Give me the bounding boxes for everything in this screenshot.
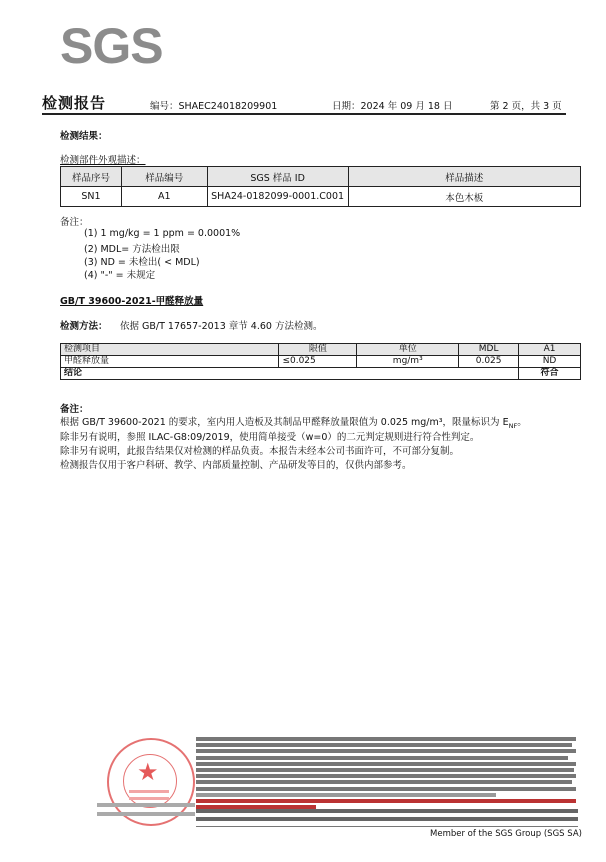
- column-header: SGS 样品 ID: [207, 167, 348, 187]
- method-label: 检测方法：: [60, 321, 108, 332]
- result-table-header: [61, 344, 581, 356]
- note-item: (3) ND = 未检出( < MDL): [84, 257, 200, 268]
- footer-address-illegible: [196, 817, 578, 821]
- note-item: (2) MDL= 方法检出限: [84, 244, 180, 255]
- table-row: [61, 187, 581, 207]
- page-number: 第 2 页，共 3 页: [490, 101, 562, 112]
- member-line: Member of the SGS Group (SGS SA): [430, 829, 582, 839]
- column-header: A1: [519, 344, 581, 356]
- note-item: (1) 1 mg/kg = 1 ppm = 0.0001%: [84, 228, 241, 239]
- column-header: 限值: [279, 344, 357, 356]
- table-cell: SN1: [61, 187, 122, 207]
- column-header: 样品描述: [348, 167, 581, 187]
- note-line-text: 根据 GB/T 39600-2021 的要求，室内用人造板及其制品甲醛释放量限值为 0.025 mg/m³，限量标识为 E: [60, 417, 509, 428]
- table-row: [61, 356, 581, 368]
- report-date: 日期：2024 年 09 月 18 日: [332, 101, 453, 112]
- table-cell: 本色木板: [348, 187, 581, 207]
- note-item: (4) "-" = 未规定: [84, 270, 156, 281]
- table-cell: 甲醛释放量: [61, 356, 279, 368]
- note-line: 除非另有说明，参照 ILAC-G8:09/2019，使用简单接受（w=0）的二元判定规则进行符合性判定。: [60, 432, 480, 443]
- note-line-suffix: 。: [517, 417, 527, 428]
- star-icon: ★: [137, 758, 159, 786]
- result-table: [60, 343, 581, 380]
- note-subscript: NF: [508, 421, 518, 430]
- results-heading: 检测结果：: [60, 131, 108, 142]
- table-cell: mg/m³: [357, 356, 459, 368]
- seal-text-illegible: [129, 790, 169, 793]
- standard-title: GB/T 39600-2021-甲醛释放量: [60, 296, 204, 307]
- column-header: 样品编号: [121, 167, 207, 187]
- table-cell: ND: [519, 356, 581, 368]
- table-cell: 0.025: [459, 356, 519, 368]
- conclusion-label: 结论: [61, 368, 519, 380]
- column-header: MDL: [459, 344, 519, 356]
- conclusion-row: [61, 368, 581, 380]
- table-cell: A1: [121, 187, 207, 207]
- sgs-logo: [60, 16, 163, 76]
- table-cell: SHA24-0182099-0001.C001: [207, 187, 348, 207]
- stamp-caption-illegible: [97, 803, 195, 807]
- note-line: 检测报告仅用于客户科研、教学、内部质量控制、产品研发等目的，仅供内部参考。: [60, 460, 412, 471]
- sgs-logo-text: SGS: [60, 18, 163, 74]
- conclusion-value: 符合: [519, 368, 581, 380]
- table-cell: ≤0.025: [279, 356, 357, 368]
- column-header: 检测项目: [61, 344, 279, 356]
- report-number: 编号：SHAEC24018209901: [150, 101, 278, 112]
- sample-table: [60, 166, 581, 207]
- footer-divider: [196, 826, 578, 827]
- stamp-caption-illegible: [97, 812, 195, 816]
- notes-label: 备注：: [60, 217, 89, 228]
- sample-table-header: [61, 167, 581, 187]
- report-title: 检测报告: [42, 94, 107, 112]
- parts-heading: 检测部件外观描述：: [60, 155, 146, 166]
- column-header: 单位: [357, 344, 459, 356]
- note-line: [60, 414, 527, 430]
- header-divider: [42, 113, 566, 115]
- note-line: 除非另有说明，此报告结果仅对检测的样品负责。本报告未经本公司书面许可，不可部分复制。: [60, 446, 460, 457]
- method-text: 依据 GB/T 17657-2013 章节 4.60 方法检测。: [120, 321, 323, 332]
- notes2-label: 备注：: [60, 404, 89, 415]
- footer-address-illegible: [196, 809, 578, 813]
- seal-text-illegible: [129, 797, 169, 800]
- column-header: 样品序号: [61, 167, 122, 187]
